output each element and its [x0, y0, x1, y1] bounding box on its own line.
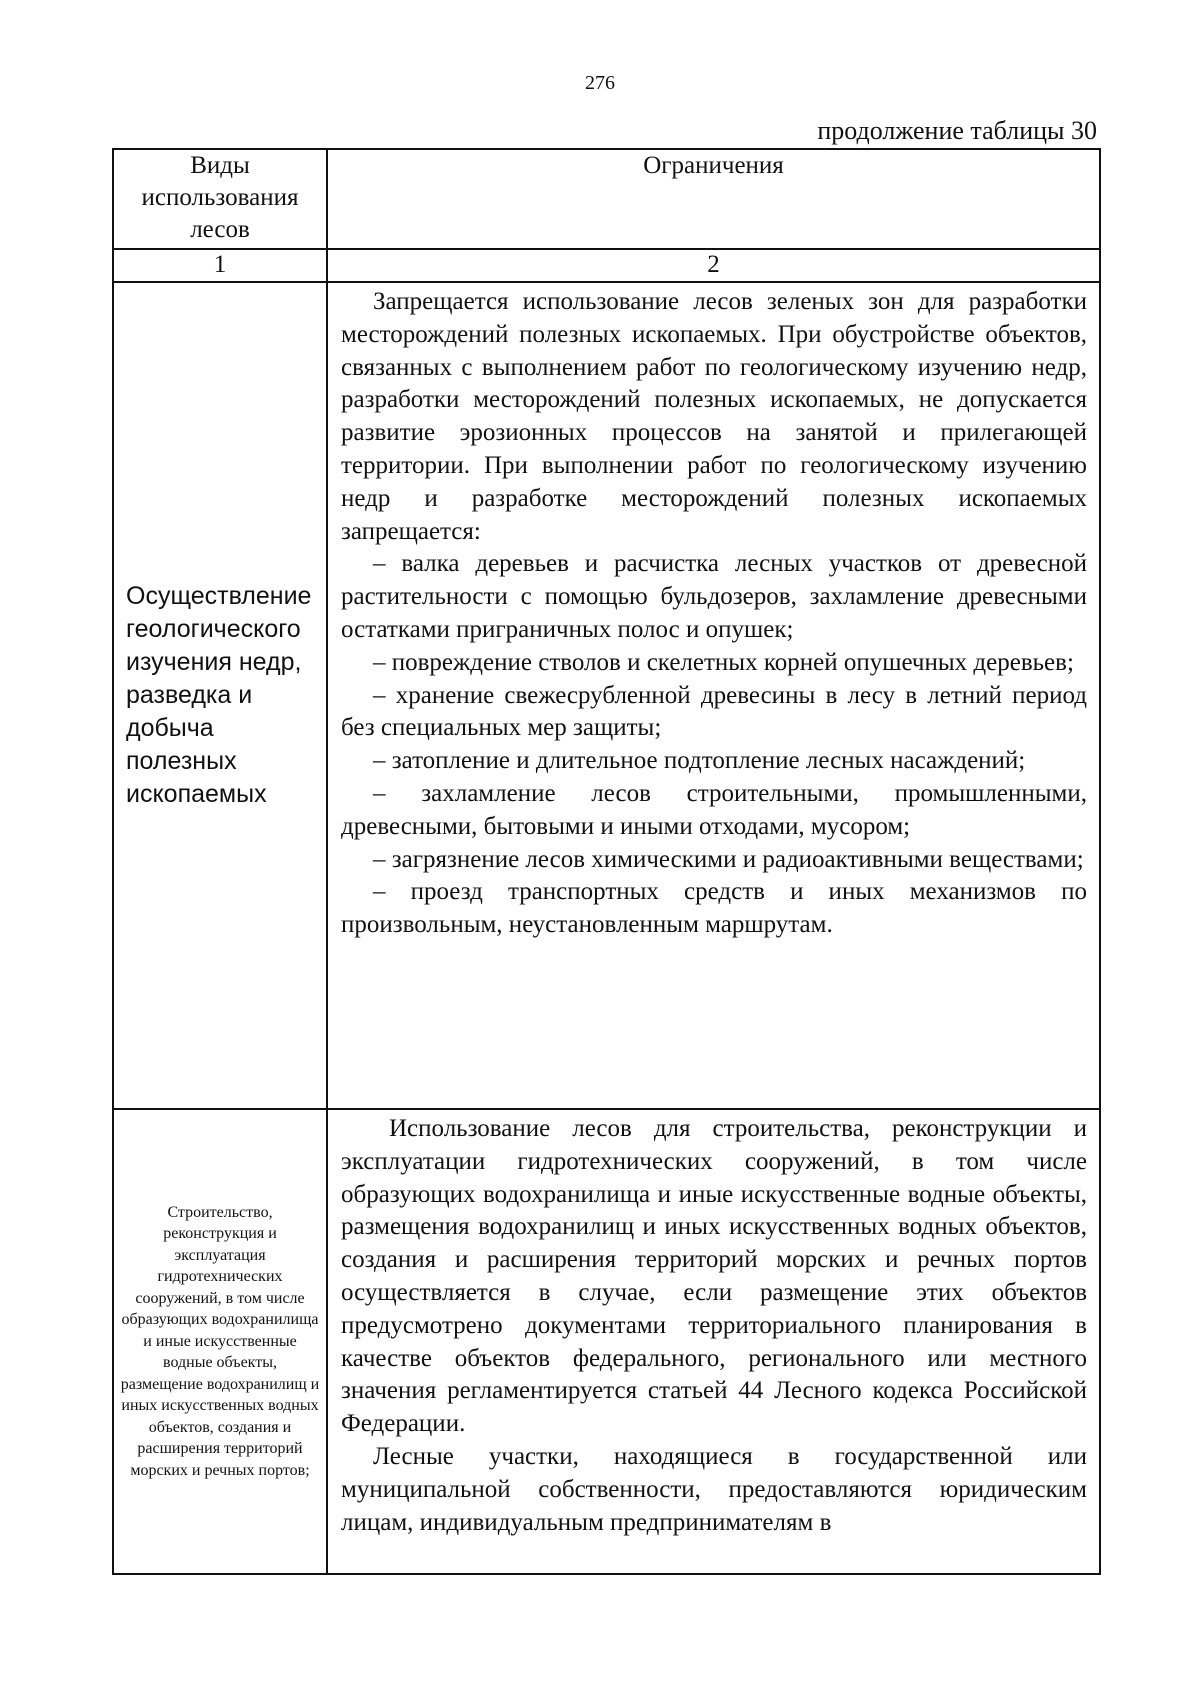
column-number-1: 1	[113, 249, 327, 282]
table-column-numbers-row	[113, 249, 1100, 282]
forest-use-cell: Осуществление геологического изучения недр, разведка и добыча полезных ископаемых	[113, 282, 327, 1109]
restriction-item: – захламление лесов строительными, промышленными, древесными, бытовыми и иными отходами, мусором;	[341, 779, 1087, 840]
header-restrictions: Ограничения	[327, 149, 1100, 249]
restriction-paragraph: Лесные участки, находящиеся в государственной или муниципальной собственности, предоставляются юридическим лицам, индивидуальным предпринимателям в	[341, 1442, 1087, 1536]
restrictions-cell	[327, 1109, 1100, 1574]
table-header-row	[113, 149, 1100, 249]
restrictions-cell	[327, 282, 1100, 1109]
restriction-item: – повреждение стволов и скелетных корней опушечных деревьев;	[373, 648, 1074, 676]
table-row	[113, 1109, 1100, 1574]
restriction-paragraph: Использование лесов для строительства, реконструкции и эксплуатации гидротехнических сооружений, в том числе образующих водохранилища и иные искусственные водные объекты, размещения водохранилищ и иных искусственных водных объектов, создания и расширения территорий морских и речных портов осуществляется в случае, если размещение этих объектов предусмотрено документами территориального планирования в качестве объектов федерального, регионального или местного значения регламентируется статьей 44 Лесного кодекса Российской Федерации.	[341, 1115, 1087, 1438]
table-continuation-label: продолжение таблицы 30	[817, 116, 1097, 145]
restriction-item: – валка деревьев и расчистка лесных участков от древесной растительности с помощью бульдозеров, захламление древесными остатками приграничных полос и опушек;	[341, 550, 1087, 643]
page-number: 276	[585, 72, 615, 94]
restrictions-table	[112, 148, 1101, 1575]
table-row	[113, 282, 1100, 1109]
restriction-item: – проезд транспортных средств и иных механизмов по произвольным, неустановленным маршрутам.	[341, 878, 1087, 939]
header-forest-use-type: Виды использования лесов	[113, 149, 327, 249]
restriction-paragraph: Запрещается использование лесов зеленых зон для разработки месторождений полезных ископаемых. При обустройстве объектов, связанных с выполнением работ по геологическому изучению недр, разработки месторождений полезных ископаемых, не допускается развитие эрозионных процессов на занятой и прилегающей территории. При выполнении работ по геологическому изучению недр и разработке месторождений полезных ископаемых запрещается:	[341, 288, 1087, 545]
restriction-item: – хранение свежесрубленной древесины в лесу в летний период без специальных мер защиты;	[341, 681, 1087, 742]
column-number-2: 2	[327, 249, 1100, 282]
restriction-item: – загрязнение лесов химическими и радиоактивными веществами;	[373, 845, 1084, 873]
forest-use-cell: Строительство, реконструкция и эксплуатация гидротехнических сооружений, в том числе образующих водохранилища и иные искусственные водные объекты, размещение водохранилищ и иных искусственных водных объектов, создания и расширения территорий морских и речных портов;	[113, 1109, 327, 1574]
restriction-item: – затопление и длительное подтопление лесных насаждений;	[373, 747, 1026, 775]
